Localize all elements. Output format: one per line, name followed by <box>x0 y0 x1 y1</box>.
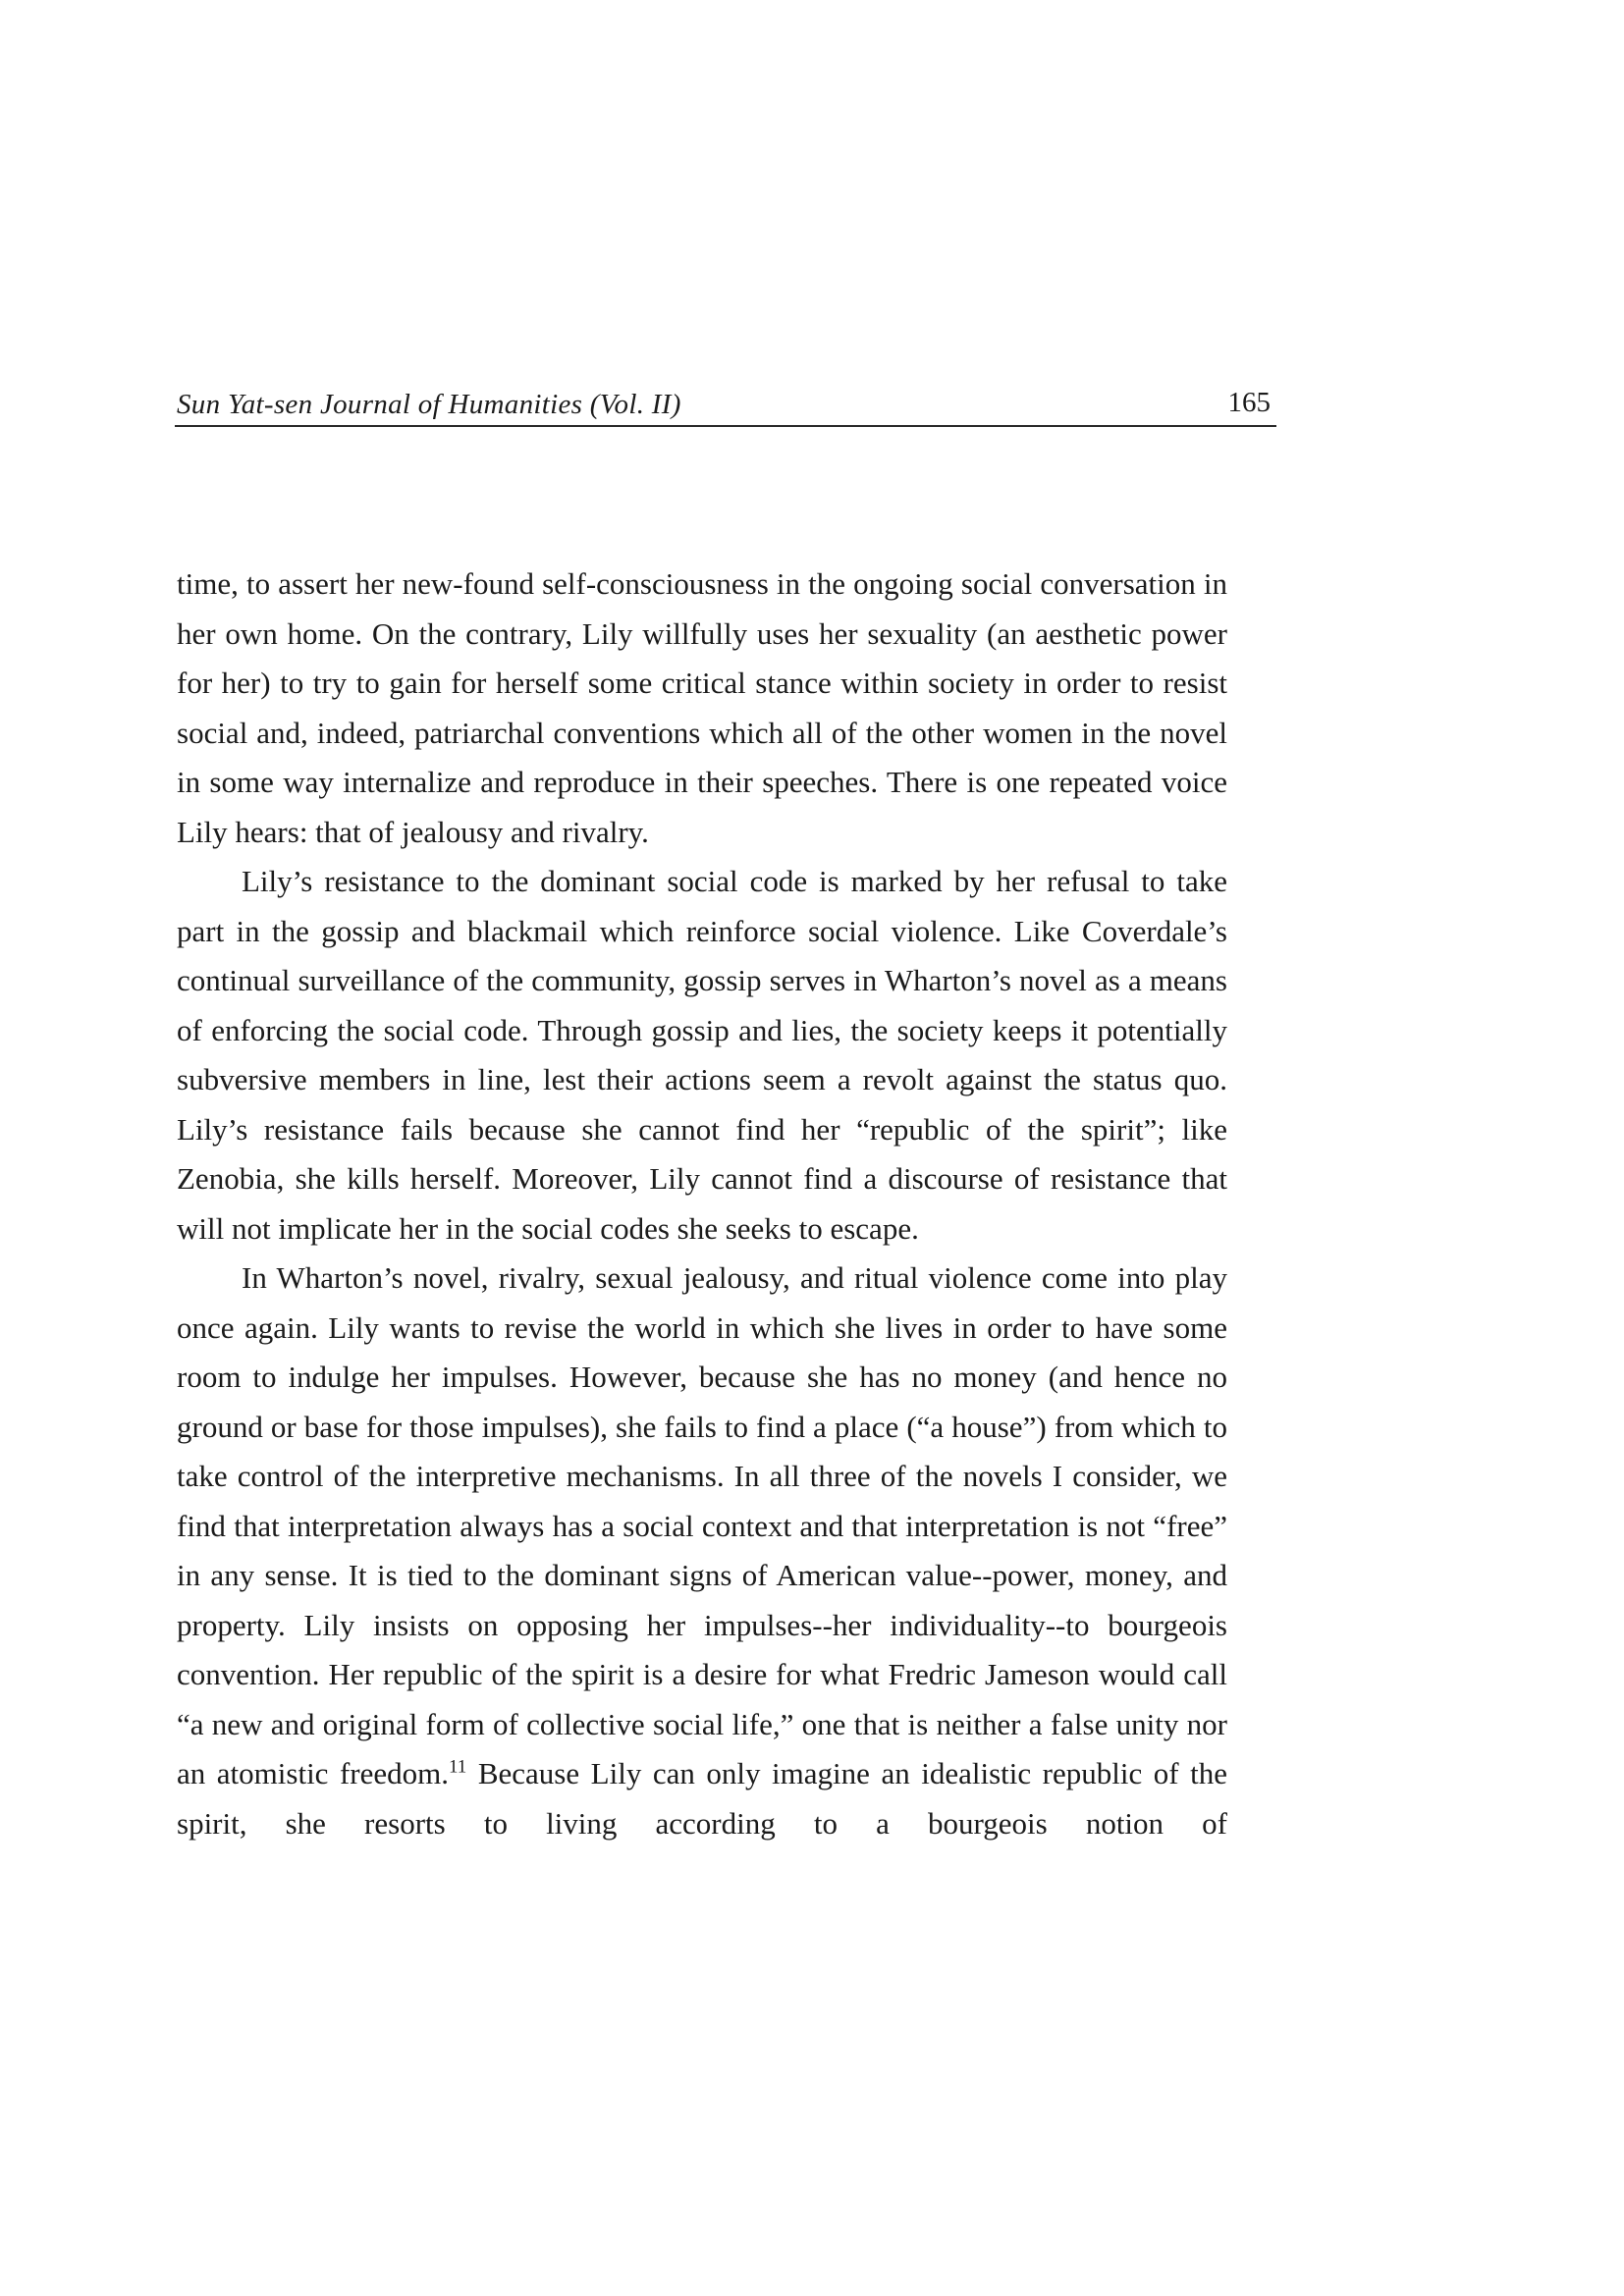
paragraph: time, to assert her new-found self-consciousness in the ongoing social conversation in her own home. On the contrary, Lily willfully uses her sexuality (an aesthetic power for her) to try to gain for herself some critical stance within society in order to resist social and, indeed, patriarchal conventions which all of the other women in the novel in some way internalize and reproduce in their speeches. There is one repeated voice Lily hears: that of jealousy and rivalry. <box>177 566 1227 849</box>
paragraph <box>177 1254 1227 1848</box>
journal-title: Sun Yat-sen Journal of Humanities (Vol. II) <box>177 389 681 420</box>
footnote-reference[interactable]: 11 <box>449 1756 467 1778</box>
page-number: 165 <box>1227 387 1271 418</box>
body-text <box>177 560 1227 1848</box>
paragraph-text: In Wharton’s novel, rivalry, sexual jealousy, and ritual violence come into play once again. Lily wants to revise the world in which she lives in order to have some room to indulge her impulses. However, because she has no money (and hence no ground or base for those impulses), she fails to find a place (“a house”) from which to take control of the interpretive mechanisms. In all three of the novels I consider, we find that interpretation always has a social context and that interpretation is not “free” in any sense. It is tied to the dominant signs of American value--power, money, and property. Lily insists on opposing her impulses--her individuality--to bourgeois convention. Her republic of the spirit is a desire for what Fredric Jameson would call “a new and original form of collective social life,” one that is neither a false unity nor an atomistic freedom. <box>177 1260 1227 1790</box>
running-header <box>175 376 1276 427</box>
paragraph: Lily’s resistance to the dominant social code is marked by her refusal to take part in the gossip and blackmail which reinforce social violence. Like Coverdale’s continual surveillance of the community, gossip serves in Wharton’s novel as a means of enforcing the social code. Through gossip and lies, the society keeps it potentially subversive members in line, lest their actions seem a revolt against the status quo. Lily’s resistance fails because she cannot find her “republic of the spirit”; like Zenobia, she kills herself. Moreover, Lily cannot find a discourse of resistance that will not implicate her in the social codes she seeks to escape. <box>177 864 1227 1246</box>
paragraph-text: Because Lily can only imagine an idealistic republic of the spirit, she resorts to living according to a bourgeois notion of <box>177 1756 1228 1841</box>
